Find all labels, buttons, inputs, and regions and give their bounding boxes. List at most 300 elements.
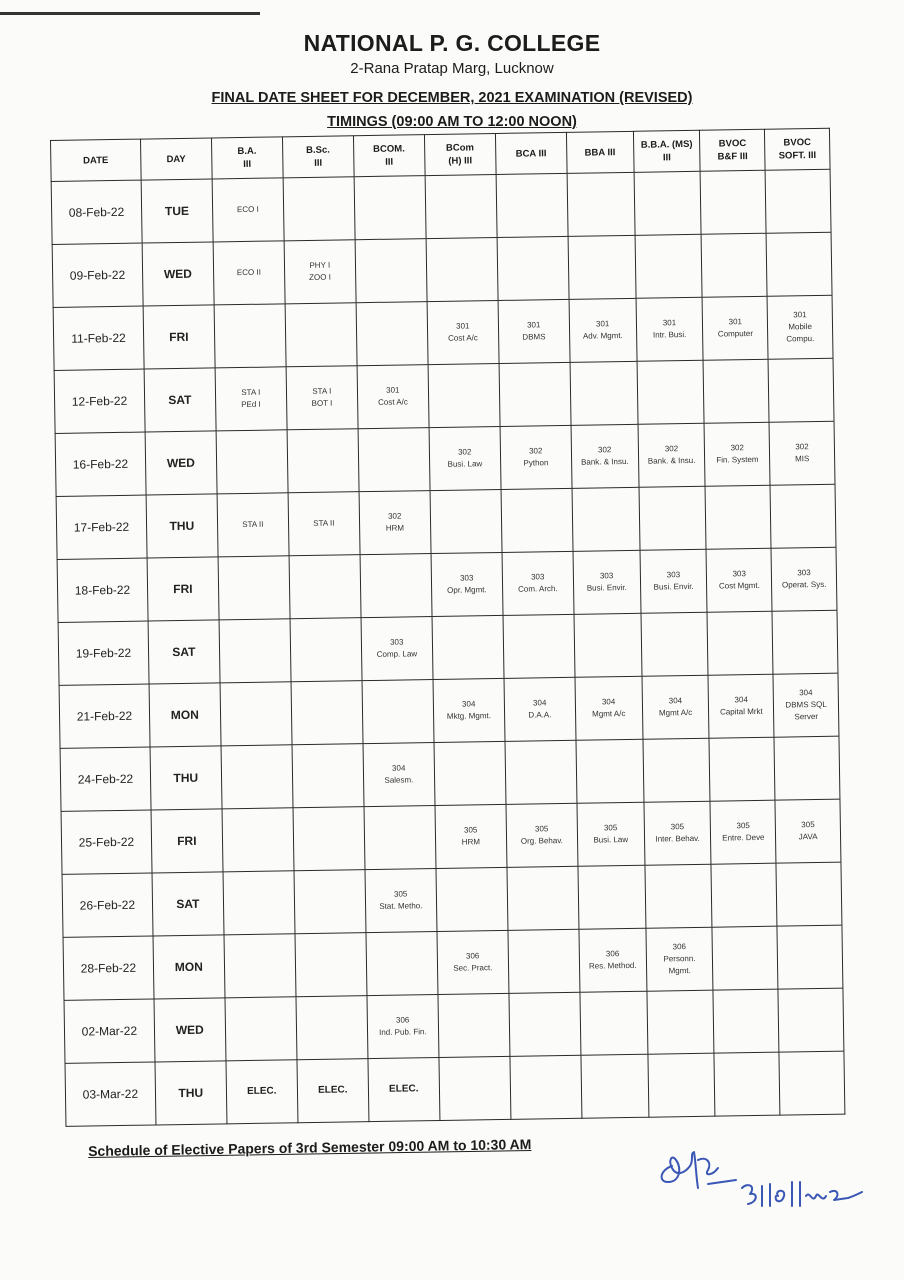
paper-cell — [220, 682, 292, 746]
paper-cell — [779, 1051, 845, 1115]
cell-text: BBA III — [584, 146, 616, 159]
cell-text: STA II — [313, 518, 335, 528]
paper-cell — [771, 547, 837, 611]
cell-text: 301 — [662, 318, 677, 328]
cell-text: Cost A/c — [447, 333, 478, 343]
paper-cell — [436, 867, 508, 931]
cell-text: STA II — [242, 519, 264, 530]
cell-text: Cost A/c — [377, 397, 408, 407]
exam-date: 08-Feb-22 — [51, 180, 142, 244]
column-header — [282, 136, 354, 178]
cell-text: ZOO I — [309, 272, 331, 282]
paper-cell — [359, 491, 431, 555]
paper-cell — [577, 802, 645, 866]
cell-text: DBMS — [522, 332, 546, 342]
paper-cell — [221, 745, 293, 809]
paper-cell — [506, 803, 578, 867]
paper-cell — [765, 169, 831, 233]
paper-cell — [574, 613, 642, 677]
paper-cell — [497, 236, 569, 300]
column-header — [424, 134, 496, 176]
cell-text: Busi. Envir. — [653, 581, 694, 592]
paper-cell — [499, 362, 571, 426]
paper-cell — [567, 172, 635, 236]
paper-cell — [569, 298, 637, 362]
signature-stroke — [698, 1159, 718, 1175]
paper-cell — [773, 673, 839, 737]
cell-text: BVOC — [783, 137, 812, 149]
cell-text: 301 — [527, 320, 541, 330]
paper-cell — [425, 175, 497, 239]
cell-text: 302 — [664, 444, 679, 454]
exam-day: THU — [146, 494, 218, 558]
cell-text: III — [243, 158, 252, 170]
cell-text: Inter. Behav. — [655, 833, 700, 844]
paper-cell — [713, 989, 779, 1053]
paper-cell — [777, 925, 843, 989]
paper-cell — [776, 862, 842, 926]
cell-text: 305 — [670, 822, 685, 832]
date-sheet-title: FINAL DATE SHEET FOR DECEMBER, 2021 EXAMINATION (REVISED) — [211, 90, 693, 106]
paper-cell — [503, 614, 575, 678]
elective-schedule-note: Schedule of Elective Papers of 3rd Semester 09:00 AM to 10:30 AM — [88, 1136, 532, 1159]
college-name: NATIONAL P. G. COLLEGE — [303, 30, 601, 56]
cell-text: Cost Mgmt. — [718, 580, 760, 591]
paper-cell — [769, 421, 835, 485]
exam-date: 17-Feb-22 — [56, 495, 147, 559]
cell-text: Busi. Envir. — [586, 582, 627, 593]
exam-day: WED — [142, 242, 214, 306]
exam-day: WED — [154, 998, 226, 1062]
paper-cell — [640, 549, 708, 613]
paper-cell — [714, 1052, 780, 1116]
paper-cell — [772, 610, 838, 674]
paper-cell — [502, 551, 574, 615]
paper-cell — [439, 1056, 511, 1120]
paper-cell — [575, 676, 643, 740]
paper-cell — [766, 232, 832, 296]
paper-cell — [509, 992, 581, 1056]
paper-cell — [287, 429, 359, 493]
cell-text: Busi. Law — [447, 459, 483, 469]
paper-cell — [570, 361, 638, 425]
cell-text: Intr. Busi. — [652, 330, 687, 340]
cell-text: BCA III — [515, 147, 547, 160]
cell-text: B&F III — [717, 151, 748, 163]
paper-cell — [704, 422, 770, 486]
paper-cell — [774, 736, 840, 800]
paper-cell — [357, 365, 429, 429]
paper-cell — [366, 932, 438, 996]
cell-text: Bank. & Insu. — [647, 455, 696, 466]
paper-cell — [435, 804, 507, 868]
table-body — [51, 169, 845, 1126]
paper-cell — [430, 489, 502, 553]
paper-cell — [642, 675, 710, 739]
paper-cell — [214, 304, 286, 368]
cell-text: 304 — [532, 698, 547, 708]
paper-cell — [639, 486, 707, 550]
cell-text: Com. Arch. — [518, 584, 558, 594]
paper-cell — [705, 485, 771, 549]
date-sheet — [50, 128, 845, 1130]
exam-day: MON — [153, 935, 225, 999]
signature-date — [742, 1182, 862, 1206]
cell-text: 301 — [728, 317, 743, 327]
paper-cell — [767, 295, 833, 359]
cell-text: Mgmt A/c — [592, 709, 626, 719]
paper-cell — [645, 864, 713, 928]
paper-cell — [356, 302, 428, 366]
cell-text: 301 — [386, 385, 400, 395]
cell-text: MIS — [794, 454, 810, 464]
college-address: 2-Rana Pratap Marg, Lucknow — [350, 60, 554, 77]
cell-text: PEd I — [241, 399, 261, 410]
paper-cell — [712, 926, 778, 990]
column-header — [633, 130, 700, 172]
column-header — [765, 128, 830, 170]
cell-text: 301 — [595, 319, 610, 329]
page-top-rule — [0, 12, 260, 15]
paper-cell — [428, 363, 500, 427]
paper-cell — [429, 426, 501, 490]
paper-cell — [217, 493, 289, 557]
exam-day: FRI — [143, 305, 215, 369]
column-header — [495, 132, 567, 174]
paper-cell — [568, 235, 636, 299]
paper-cell — [438, 993, 510, 1057]
cell-text: Fin. System — [716, 454, 759, 465]
cell-text: Server — [794, 712, 819, 722]
cell-text: Entre. Deve — [722, 832, 765, 843]
paper-cell — [367, 995, 439, 1059]
cell-text: B.Sc. — [306, 144, 330, 156]
cell-text: Salesm. — [384, 775, 414, 785]
exam-date: 12-Feb-22 — [54, 369, 145, 433]
paper-cell — [368, 1058, 440, 1122]
cell-text: BCom — [445, 142, 475, 154]
cell-text: 304 — [734, 695, 748, 705]
paper-cell — [579, 928, 647, 992]
paper-cell — [498, 299, 570, 363]
paper-cell — [703, 296, 769, 360]
paper-cell — [634, 171, 702, 235]
exam-day: FRI — [151, 809, 223, 873]
cell-text: Bank. & Insu. — [580, 456, 629, 467]
exam-day: WED — [145, 431, 217, 495]
cell-text: Capital Mrkt — [719, 706, 763, 717]
paper-cell — [778, 988, 844, 1052]
exam-date: 25-Feb-22 — [61, 810, 152, 874]
paper-cell — [212, 178, 284, 242]
paper-cell — [768, 358, 834, 422]
cell-text: PHY I — [309, 260, 331, 270]
cell-text: 301 — [793, 310, 807, 320]
signature-stroke — [662, 1152, 698, 1188]
paper-cell — [501, 488, 573, 552]
paper-cell — [224, 934, 296, 998]
paper-cell — [296, 996, 368, 1060]
cell-text: Compu. — [786, 334, 815, 344]
paper-cell — [703, 359, 769, 423]
cell-text: 302 — [387, 511, 402, 521]
exam-timings: TIMINGS (09:00 AM TO 12:00 NOON) — [327, 114, 577, 130]
exam-date: 16-Feb-22 — [55, 432, 146, 496]
cell-text: Ind. Pub. Fin. — [378, 1027, 427, 1037]
paper-cell — [572, 487, 640, 551]
exam-date: 09-Feb-22 — [52, 243, 143, 307]
signature-underline — [708, 1180, 736, 1184]
cell-text: Mobile — [788, 322, 812, 332]
column-header — [353, 135, 425, 177]
cell-text: Adv. Mgmt. — [582, 331, 623, 341]
paper-cell — [216, 430, 288, 494]
cell-text: 305 — [393, 889, 408, 899]
paper-cell — [647, 990, 715, 1054]
paper-cell — [290, 618, 362, 682]
cell-text: 302 — [730, 443, 744, 453]
cell-text: ELEC. — [388, 1083, 419, 1095]
cell-text: Comp. Law — [376, 649, 418, 659]
paper-cell — [644, 801, 712, 865]
cell-text: 302 — [795, 442, 809, 452]
exam-date: 24-Feb-22 — [60, 747, 151, 811]
paper-cell — [638, 423, 706, 487]
paper-cell — [294, 870, 366, 934]
exam-day: MON — [149, 683, 221, 747]
column-header — [700, 129, 765, 171]
paper-cell — [293, 807, 365, 871]
paper-cell — [365, 869, 437, 933]
paper-cell — [434, 741, 506, 805]
column-header — [140, 138, 212, 180]
cell-text: 304 — [601, 697, 616, 707]
cell-text: 306 — [465, 951, 480, 961]
paper-cell — [223, 871, 295, 935]
paper-cell — [426, 237, 498, 301]
paper-cell — [225, 997, 297, 1061]
paper-cell — [576, 739, 644, 803]
cell-text: STA I — [241, 387, 261, 398]
paper-cell — [496, 173, 568, 237]
cell-text: 305 — [801, 820, 815, 830]
cell-text: Org. Behav. — [520, 836, 563, 846]
paper-cell — [711, 863, 777, 927]
paper-cell — [364, 806, 436, 870]
cell-text: BCOM. — [373, 143, 405, 155]
paper-cell — [363, 743, 435, 807]
cell-text: 303 — [599, 571, 614, 581]
cell-text: Sec. Pract. — [453, 963, 493, 973]
paper-cell — [215, 367, 287, 431]
cell-text: SOFT. III — [778, 149, 817, 162]
cell-text: DAY — [166, 153, 186, 165]
paper-cell — [578, 865, 646, 929]
paper-cell — [775, 799, 841, 863]
cell-text: B.A. — [237, 145, 257, 158]
cell-text: ECO I — [236, 204, 259, 215]
paper-cell — [504, 677, 576, 741]
cell-text: (H) III — [448, 155, 473, 167]
paper-cell — [284, 240, 356, 304]
cell-text: 303 — [732, 569, 746, 579]
cell-text: DATE — [83, 154, 109, 166]
cell-text: B.B.A. (MS) — [640, 138, 693, 151]
cell-text: Mgmt. — [668, 966, 691, 976]
cell-text: Res. Method. — [588, 960, 637, 971]
cell-text: III — [662, 152, 671, 164]
paper-cell — [637, 360, 705, 424]
paper-cell — [226, 1060, 298, 1124]
paper-cell — [427, 300, 499, 364]
paper-cell — [360, 554, 432, 618]
exam-day: THU — [155, 1061, 227, 1125]
exam-day: FRI — [147, 557, 219, 621]
exam-date: 21-Feb-22 — [59, 684, 150, 748]
cell-text: 302 — [457, 447, 472, 457]
paper-cell — [641, 612, 709, 676]
exam-date: 11-Feb-22 — [53, 306, 144, 370]
cell-text: Opr. Mgmt. — [447, 585, 487, 595]
exam-date: 02-Mar-22 — [64, 999, 155, 1063]
paper-cell — [507, 866, 579, 930]
cell-text: III — [385, 156, 394, 168]
paper-cell — [648, 1053, 716, 1117]
exam-day: THU — [150, 746, 222, 810]
signature-stamp — [650, 1130, 880, 1220]
paper-cell — [437, 930, 509, 994]
paper-cell — [432, 615, 504, 679]
cell-text: Stat. Metho. — [379, 901, 423, 911]
paper-cell — [646, 927, 714, 991]
paper-cell — [361, 617, 433, 681]
paper-cell — [433, 678, 505, 742]
table-row — [65, 1051, 845, 1126]
cell-text: 301 — [456, 321, 470, 331]
cell-text: D.A.A. — [528, 710, 552, 720]
cell-text: 304 — [391, 763, 406, 773]
date-sheet-table — [50, 128, 845, 1127]
exam-day: SAT — [152, 872, 224, 936]
paper-cell — [707, 611, 773, 675]
cell-text: Python — [523, 458, 549, 468]
column-header — [51, 139, 141, 181]
cell-text: ELEC. — [317, 1084, 348, 1096]
paper-cell — [508, 929, 580, 993]
cell-text: Mgmt A/c — [658, 707, 693, 718]
cell-text: JAVA — [798, 832, 818, 842]
column-header — [211, 137, 283, 179]
cell-text: Busi. Law — [593, 835, 629, 845]
cell-text: 305 — [463, 825, 478, 835]
paper-cell — [213, 241, 285, 305]
cell-text: 302 — [597, 445, 612, 455]
paper-cell — [362, 680, 434, 744]
paper-cell — [709, 737, 775, 801]
paper-cell — [510, 1055, 582, 1119]
paper-cell — [500, 425, 572, 489]
cell-text: III — [314, 157, 323, 169]
cell-text: 302 — [528, 446, 543, 456]
cell-text: ECO II — [236, 267, 261, 278]
cell-text: HRM — [385, 523, 405, 533]
paper-cell — [218, 556, 290, 620]
paper-cell — [219, 619, 291, 683]
paper-cell — [295, 933, 367, 997]
paper-cell — [581, 1054, 649, 1118]
cell-text: Computer — [717, 328, 754, 339]
cell-text: 304 — [668, 696, 683, 706]
cell-text: DBMS SQL — [785, 699, 827, 710]
cell-text: Personn. — [663, 953, 696, 964]
paper-cell — [702, 233, 768, 297]
cell-text: 305 — [603, 823, 618, 833]
cell-text: 306 — [395, 1015, 410, 1025]
paper-cell — [636, 297, 704, 361]
paper-cell — [358, 428, 430, 492]
exam-date: 03-Mar-22 — [65, 1062, 156, 1126]
cell-text: 305 — [736, 821, 750, 831]
cell-text: 306 — [605, 949, 620, 959]
paper-cell — [505, 740, 577, 804]
cell-text: 303 — [459, 573, 474, 583]
cell-text: ELEC. — [246, 1085, 277, 1098]
exam-date: 28-Feb-22 — [63, 936, 154, 1000]
paper-cell — [431, 552, 503, 616]
paper-cell — [635, 234, 703, 298]
cell-text: 304 — [799, 688, 813, 698]
paper-cell — [292, 744, 364, 808]
exam-day: SAT — [148, 620, 220, 684]
paper-cell — [283, 177, 355, 241]
cell-text: 303 — [797, 568, 811, 578]
exam-date: 19-Feb-22 — [58, 621, 149, 685]
cell-text: Operat. Sys. — [781, 579, 827, 590]
paper-cell — [710, 800, 776, 864]
paper-cell — [288, 492, 360, 556]
cell-text: BOT I — [311, 398, 333, 408]
paper-cell — [770, 484, 836, 548]
paper-cell — [706, 548, 772, 612]
cell-text: 304 — [461, 699, 476, 709]
paper-cell — [297, 1059, 369, 1123]
cell-text: Mktg. Mgmt. — [446, 711, 491, 721]
paper-cell — [354, 176, 426, 240]
paper-cell — [708, 674, 774, 738]
paper-cell — [571, 424, 639, 488]
cell-text: 306 — [672, 942, 687, 952]
cell-text: 303 — [666, 570, 681, 580]
paper-cell — [291, 681, 363, 745]
paper-cell — [286, 366, 358, 430]
paper-cell — [643, 738, 711, 802]
paper-cell — [285, 303, 357, 367]
cell-text: BVOC — [718, 138, 747, 150]
cell-text: HRM — [461, 837, 481, 847]
paper-cell — [222, 808, 294, 872]
paper-cell — [355, 239, 427, 303]
cell-text: 303 — [389, 637, 404, 647]
paper-cell — [289, 555, 361, 619]
paper-cell — [580, 991, 648, 1055]
paper-cell — [573, 550, 641, 614]
exam-date: 18-Feb-22 — [57, 558, 148, 622]
exam-day: TUE — [141, 179, 213, 243]
exam-date: 26-Feb-22 — [62, 873, 153, 937]
cell-text: 303 — [530, 572, 545, 582]
cell-text: 305 — [534, 824, 549, 834]
cell-text: STA I — [312, 386, 332, 396]
